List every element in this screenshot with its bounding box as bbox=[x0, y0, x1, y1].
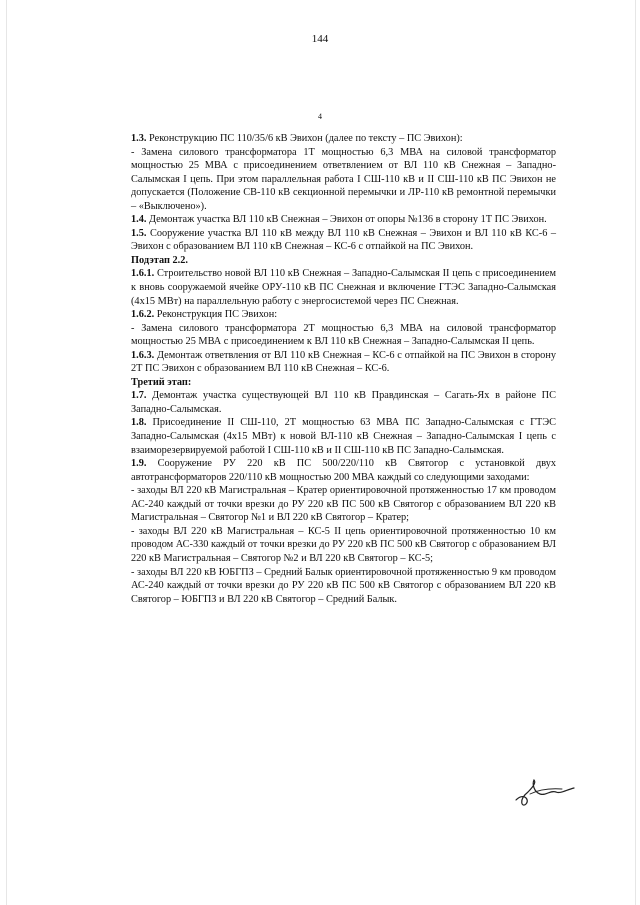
document-body bbox=[131, 132, 556, 606]
item-text: Строительство новой ВЛ 110 кВ Снежная – Западно-Салымская II цепь с присоединением к вновь сооружаемой ячейке ОРУ-110 кВ ПС Снежная и включение ГТЭС Западно-Салымская (4х15 МВт) на параллельную работу с энергосистемой через ПС Снежная. bbox=[131, 268, 556, 307]
scan-edge-right bbox=[635, 0, 636, 905]
item-1-6-1 bbox=[131, 267, 556, 308]
section-heading: Третий этап: bbox=[131, 376, 192, 388]
item-text: Демонтаж ответвления от ВЛ 110 кВ Снежная – КС-6 с отпайкой на ПС Эвихон в сторону 2Т ПС Эвихон с образованием ВЛ 110 кВ Снежная – КС-6. bbox=[131, 349, 556, 375]
item-1-4 bbox=[131, 213, 556, 227]
item-1-6-2 bbox=[131, 308, 556, 322]
item-1-7 bbox=[131, 389, 556, 416]
scan-edge-left bbox=[6, 0, 7, 905]
item-number: 1.3. bbox=[131, 133, 147, 144]
bullet-paragraph bbox=[131, 484, 556, 525]
item-1-9 bbox=[131, 457, 556, 484]
bullet-paragraph bbox=[131, 525, 556, 566]
section-heading: Подэтап 2.2. bbox=[131, 254, 188, 266]
bullet-paragraph bbox=[131, 322, 556, 349]
item-text: Демонтаж участка ВЛ 110 кВ Снежная – Эвихон от опоры №136 в сторону 1Т ПС Эвихон. bbox=[149, 214, 547, 226]
item-number: 1.5. bbox=[131, 227, 147, 239]
bullet-paragraph bbox=[131, 566, 556, 607]
sub-page-number: 4 bbox=[318, 112, 322, 121]
item-text: Реконструкция ПС Эвихон: bbox=[156, 309, 278, 321]
item-number: 1.9. bbox=[131, 458, 147, 470]
item-text: Реконструкцию ПС 110/35/6 кВ Эвихон (далее по тексту – ПС Эвихон): bbox=[149, 133, 463, 144]
item-1-6-3 bbox=[131, 349, 556, 376]
item-text: Демонтаж участка существующей ВЛ 110 кВ Правдинская – Сагать-Ях в районе ПС Западно-Салымская. bbox=[131, 390, 556, 415]
item-number: 1.4. bbox=[131, 214, 147, 226]
item-1-3 bbox=[131, 132, 556, 146]
item-number: 1.6.2. bbox=[131, 309, 155, 321]
item-number: 1.6.1. bbox=[131, 268, 155, 280]
item-text: - заходы ВЛ 220 кВ Магистральная – КС-5 II цепь ориентировочной протяженностью 10 км проводом АС-330 каждый от точки врезки до РУ 220 кВ ПС 500 кВ Святогор с образованием ВЛ 220 кВ Магистральная – Святогор №2 и ВЛ 220 кВ Святогор – КС-5; bbox=[131, 525, 556, 564]
item-number: 1.7. bbox=[131, 390, 147, 402]
item-text: - Замена силового трансформатора 2Т мощностью 6,3 МВА на силовой трансформатор мощностью 25 МВА с присоединением к ВЛ 110 кВ Снежная – Западно-Салымская II цепь. bbox=[131, 322, 556, 348]
item-number: 1.6.3. bbox=[131, 349, 155, 361]
page-number: 144 bbox=[311, 33, 329, 45]
item-1-5 bbox=[131, 227, 556, 254]
item-text: Присоединение II СШ-110, 2Т мощностью 63 МВА ПС Западно-Салымская с ГТЭС Западно-Салымская (4х15 МВт) к новой ВЛ-110 кВ Снежная – Западно-Салымская I цепь с взаиморезервируемой работой I СШ-110 кВ и II СШ-110 кВ ПС Западно-Салымская. bbox=[131, 417, 556, 456]
item-text: Сооружение участка ВЛ 110 кВ между ВЛ 110 кВ Снежная – Эвихон и ВЛ 110 кВ КС-6 – Эвихон с образованием ВЛ 110 кВ Снежная – КС-6 с отпайкой на ПС Эвихон. bbox=[131, 227, 557, 253]
item-text: - заходы ВЛ 220 кВ Магистральная – Кратер ориентировочной протяженностью 17 км проводом АС-240 каждый от точки врезки до РУ 220 кВ ПС 500 кВ Святогор с образованием ВЛ 220 кВ Магистральная – Святогор №1 и ВЛ 220 кВ Святогор – Кратер; bbox=[131, 485, 556, 524]
item-text: - Замена силового трансформатора 1Т мощностью 6,3 МВА на силовой трансформатор мощностью 25 МВА с присоединением ответвлением от ВЛ 110 кВ Снежная – Западно-Салымская I цепь. При этом параллельная работа I СШ-110 кВ и II СШ-110 кВ ПС Эвихон не допускается (Положение СВ-110 кВ секционной перемычки и ЛР-110 кВ ремонтной перемычки – «Выключено»). bbox=[131, 146, 556, 212]
item-text: - заходы ВЛ 220 кВ ЮБГПЗ – Средний Балык ориентировочной протяженностью 9 км проводом АС-240 каждый от точки врезки до РУ 220 кВ ПС 500 кВ Святогор с образованием ВЛ 220 кВ Святогор – ЮБГПЗ и ВЛ 220 кВ Святогор – Средний Балык. bbox=[131, 566, 556, 605]
item-number: 1.8. bbox=[131, 417, 147, 429]
item-1-8 bbox=[131, 416, 556, 457]
item-text: Сооружение РУ 220 кВ ПС 500/220/110 кВ Святогор с установкой двух автотрансформаторов 220/110 кВ мощностью 200 МВА каждый со следующими заходами: bbox=[131, 458, 557, 483]
handwritten-signature bbox=[510, 770, 580, 810]
bullet-paragraph bbox=[131, 146, 556, 214]
